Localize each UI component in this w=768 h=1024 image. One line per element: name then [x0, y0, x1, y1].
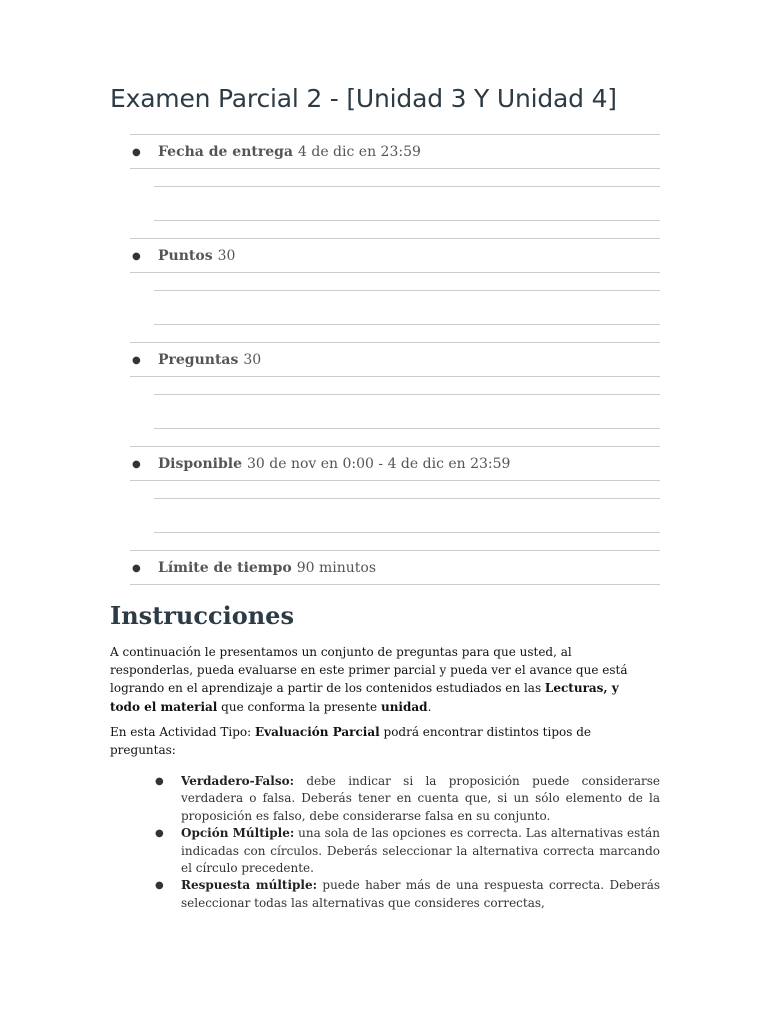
detail-label: Puntos: [158, 248, 213, 264]
detail-label: Preguntas: [158, 352, 239, 368]
divider: [130, 376, 660, 377]
activity-text: podrá encontrar distintos tipos de preguntas:: [110, 725, 591, 758]
type-description: puede haber más de una respuesta correcta. Deberás seleccionar todas las alternativas que consideres correctas,: [181, 878, 661, 910]
detail-time-limit: [130, 552, 660, 584]
divider: [130, 550, 660, 551]
activity-type-paragraph: [110, 723, 650, 759]
bullet-icon: ●: [132, 458, 141, 470]
type-name: Respuesta múltiple:: [181, 878, 318, 893]
instructions-intro: [110, 643, 650, 716]
detail-available: [130, 448, 660, 480]
detail-label: Disponible: [158, 456, 242, 472]
type-description: una sola de las opciones es correcta. Las alternativas están indicadas con círculos. Deberás seleccionar la alternativa correcta marcando el círculo precedente.: [181, 826, 660, 876]
divider: [154, 290, 660, 291]
detail-due-date: [130, 136, 660, 168]
detail-value: 30: [217, 248, 236, 264]
detail-label: Límite de tiempo: [158, 560, 292, 576]
detail-value: 30 de nov en 0:00 - 4 de dic en 23:59: [246, 456, 511, 472]
list-item: [155, 877, 660, 912]
instructions-heading: Instrucciones: [110, 601, 294, 630]
page-title: Examen Parcial 2 - [Unidad 3 Y Unidad 4]: [110, 84, 617, 113]
intro-text: .: [427, 699, 432, 714]
type-name: Verdadero-Falso:: [181, 774, 295, 788]
divider: [154, 428, 660, 429]
divider: [154, 220, 660, 221]
bullet-icon: ●: [155, 776, 164, 787]
bullet-icon: ●: [132, 146, 141, 158]
divider: [130, 342, 660, 343]
bullet-icon: ●: [132, 562, 141, 574]
intro-text: A continuación le presentamos un conjunto de preguntas para que usted, al responderlas, pueda evaluarse en este primer parcial y pueda ver el avance que está logrando en el aprendizaje a partir de los contenidos estudiados en las: [110, 645, 628, 696]
divider: [154, 394, 660, 395]
divider: [130, 480, 660, 481]
detail-label: Fecha de entrega: [158, 144, 293, 160]
type-name: Opción Múltiple:: [181, 826, 295, 841]
detail-value: 4 de dic en 23:59: [298, 144, 421, 160]
bullet-icon: ●: [155, 828, 164, 840]
intro-bold: unidad: [380, 699, 428, 714]
intro-text: que conforma la presente: [217, 699, 381, 714]
divider: [130, 272, 660, 273]
divider: [130, 446, 660, 447]
detail-value: 30: [243, 352, 262, 368]
divider: [130, 238, 660, 239]
divider: [154, 498, 660, 499]
detail-questions: [130, 344, 660, 376]
divider: [154, 324, 660, 325]
activity-bold: Evaluación Parcial: [254, 725, 380, 739]
intro-bold: Lecturas, y todo el material: [110, 681, 619, 714]
divider: [154, 532, 660, 533]
divider: [130, 134, 660, 135]
question-types-list: [155, 773, 660, 912]
detail-points: [130, 240, 660, 272]
activity-text: En esta Actividad Tipo:: [110, 725, 255, 739]
bullet-icon: ●: [132, 250, 141, 262]
list-item: [155, 773, 660, 825]
bullet-icon: ●: [155, 880, 164, 892]
divider: [130, 584, 660, 585]
divider: [154, 186, 660, 187]
divider: [130, 168, 660, 169]
type-description: debe indicar si la proposición puede considerarse verdadera o falsa. Deberás tener en cuenta que, si un sólo elemento de la proposición es falso, debe considerarse falsa en su conjunto.: [181, 774, 660, 823]
detail-value: 90 minutos: [296, 560, 377, 576]
list-item: [155, 825, 660, 877]
bullet-icon: ●: [132, 354, 141, 366]
